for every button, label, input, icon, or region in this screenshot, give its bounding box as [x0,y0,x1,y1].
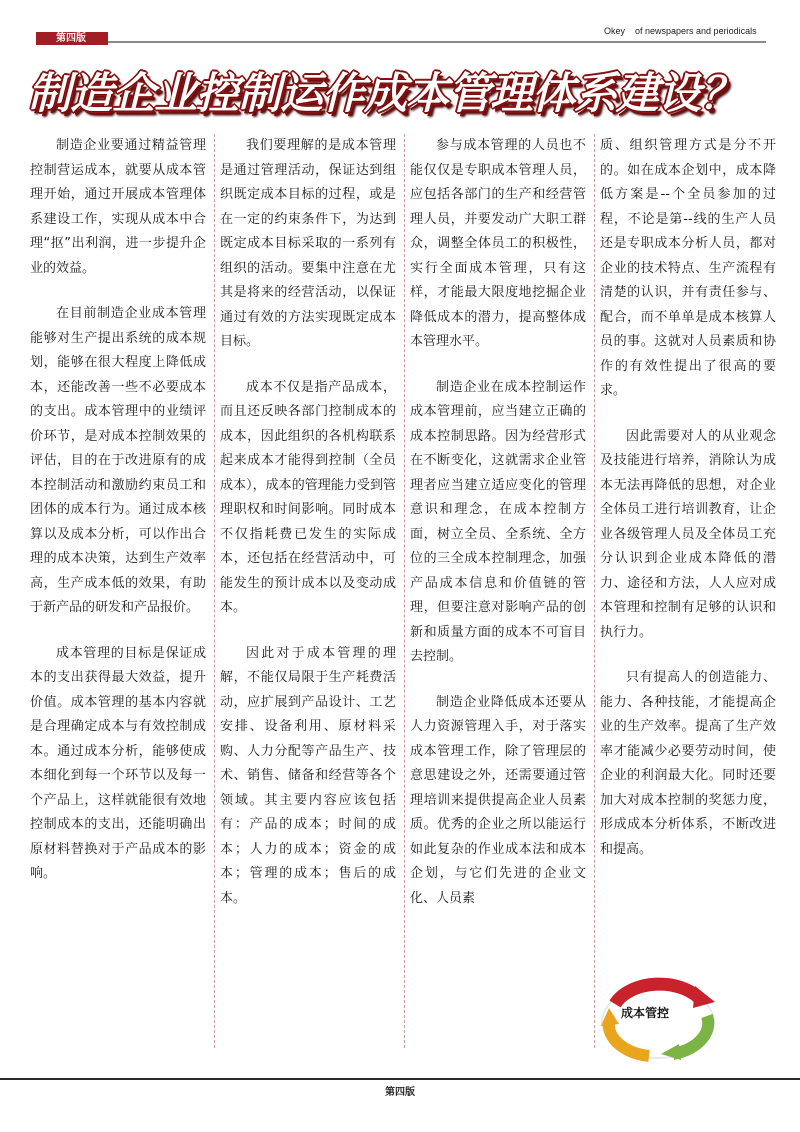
column-4 [600,134,776,883]
paragraph: 因此需要对人的从业观念及技能进行培养，消除认为成本无法再降低的思想，对企业全体员工进行培训教育，让企业各级管理人员及全体员工充分认识到企业成本降低的潜力、途径和方法，人人应对成本管理和控制有足够的认识和执行力。 [600,428,776,640]
article-body [30,134,776,1064]
footer-rule [0,1078,800,1080]
graphic-label: 成本管控 [621,1006,670,1020]
paragraph: 我们要理解的是成本管理是通过管理活动，保证达到组织既定成本目标的过程，或是在一定的约束条件下，为达到既定成本目标采取的一系列有组织的活动。要集中注意在尤其是将来的经营活动，以保证通过有效的方法实现既定成本目标。 [220,138,396,349]
column-divider [594,134,595,1048]
paragraph: 只有提高人的创造能力、能力、各种技能，才能提高企业的生产效率。提高了生产效率才能减少必要劳动时间，使企业的利润最大化。同时还要加大对成本控制的奖惩力度，形成成本分析体系，不断改进和提高。 [600,670,776,857]
page-header [0,0,800,46]
column-1 [30,134,206,908]
column-3 [410,134,586,932]
paragraph: 成本管理的目标是保证成本的支出获得最大效益，提升价值。成本管理的基本内容就是合理确定成本与有效控制成本。通过成本分析，能够使成本细化到每一个环节以及每一个产品上，这样就能很有效地控制成本的支出，还能明确出原材料替换对于产品成本的影响。 [30,645,206,881]
footer-page-label: 第四版 [385,1087,415,1098]
paragraph: 在目前制造企业成本管理能够对生产提出系统的成本规划，能够在很大程度上降低成本，还能改善一些不必要成本的支出。成本管理中的业绩评价环节，是对成本控制效果的评估，目的在于改进原有的成本控制活动和激励约束员工和团体的成本行为。通过成本核算以及成本分析，可以作出合理的成本决策，达到生产效率高，生产成本低的效果，有助于新产品的研发和产品报价。 [30,306,206,615]
paragraph: 成本不仅是指产品成本，而且还反映各部门控制成本的成本，因此组织的各机构联系起来成本才能得到控制（全员成本），成本的管理能力受到管理职权和时间影响。同时成本不仅指耗费已发生的实际成本，还包括在经营活动中，可能发生的预计成本以及变动成本。 [220,379,396,615]
paragraph: 制造企业降低成本还要从人力资源管理入手，对于落实成本管理工作，除了管理层的意思建设之外，还需要通过管理培训来提供提高企业人员素质。优秀的企业之所以能运行如此复杂的作业成本法和成本企划，与它们先进的企业文化、人员素 [410,694,586,906]
section-tab: 第四版 [36,32,108,45]
paragraph: 制造企业在成本控制运作成本管理前，应当建立正确的成本控制思路。因为经营形式在不断变化，这就需求企业管理者应当建立适应变化的管理意识和理念，在成本控制方面，树立全员、全系统、全方位的三全成本控制理念，加强产品成本信息和价值链的管理，但要注意对影响产品的创新和质量方面的成本不可盲目去控制。 [410,379,586,664]
header-slogan: Okey of newspapers and periodicals [604,26,757,36]
paragraph: 因此对于成本管理的理解，不能仅局限于生产耗费活动，应扩展到产品设计、工艺安排、设备利用、原材料采购、人力分配等产品生产、技术、销售、储备和经营等各个领域。其主要内容应该包括有：产品的成本；时间的成本；人力的成本；资金的成本；管理的成本；售后的成本。 [220,645,396,906]
paragraph: 参与成本管理的人员也不能仅仅是专职成本管理人员，应包括各部门的生产和经营管理人员，并要发动广大职工群众，调整全体员工的积极性，实行全面成本管理，只有这样，才能最大限度地挖掘企业降低成本的潜力，提高整体成本管理水平。 [410,138,586,349]
headline: 制造企业控制运作成本管理体系建设？ [28,69,742,119]
column-2 [220,134,396,932]
column-divider [404,134,405,1048]
header-rule [108,41,766,43]
column-divider [214,134,215,1048]
cost-control-graphic [595,970,725,1065]
paragraph: 质、组织管理方式是分不开的。如在成本企划中，成本降低方案是--个全员参加的过程，不论是第--线的生产人员还是专职成本分析人员，都对企业的技术特点、生产流程有清楚的认识，并有责任参与、配合，而不单单是成本核算人员的事。这就对人员素质和协作的有效性提出了很高的要求。 [600,138,776,398]
paragraph: 制造企业要通过精益管理控制营运成本，就要从成本管理开始，通过开展成本管理体系建设工作，实现从成本中合理“抠”出利润，进一步提升企业的效益。 [30,138,206,276]
